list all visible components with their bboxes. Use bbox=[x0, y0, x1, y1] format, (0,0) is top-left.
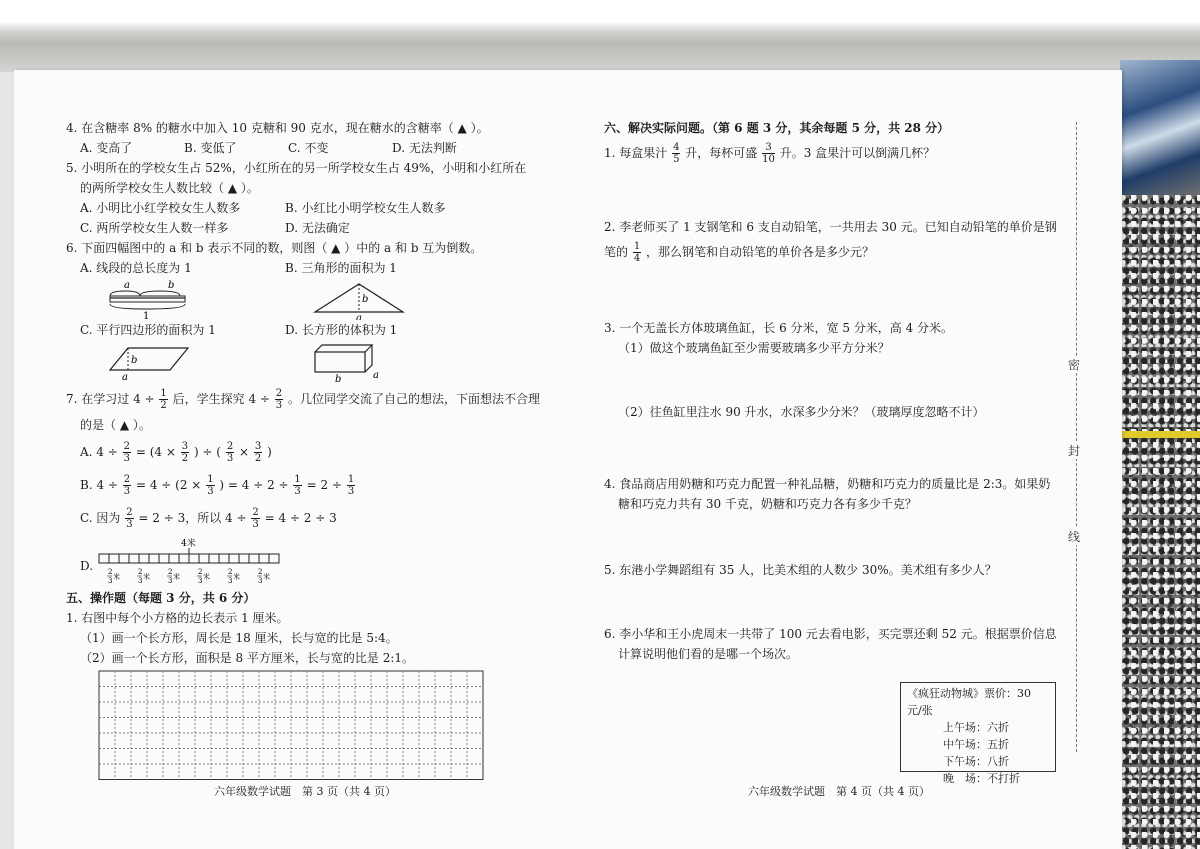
svg-text:2: 2 bbox=[168, 568, 173, 576]
scan-background-fabric bbox=[1120, 60, 1200, 195]
parallelogram-figure bbox=[80, 340, 285, 382]
q7-stem-2: 的是（ ▲ ）。 bbox=[80, 418, 151, 432]
frac-n: 3 bbox=[762, 142, 775, 154]
svg-text:3: 3 bbox=[198, 577, 203, 585]
r-q2-part2: ，那么钢笔和自动铅笔的单价各是多少元？ bbox=[646, 245, 875, 259]
binding-mark-xian: 线 bbox=[1068, 530, 1081, 544]
q7-d-prefix: D. bbox=[80, 559, 94, 573]
frac-one-third bbox=[206, 474, 214, 497]
frac-two-thirds bbox=[123, 441, 131, 464]
q4-option-c: C. 不变 bbox=[288, 141, 329, 155]
frac-d: 4 bbox=[633, 253, 641, 264]
q7-a-part3: × bbox=[239, 445, 250, 459]
r-q2-line1: 2. 李老师买了 1 支钢笔和 6 支自动铅笔，一共用去 30 元。已知自动铅笔的单价是钢 bbox=[604, 220, 1057, 234]
tape-diagram bbox=[93, 536, 303, 586]
frac-one-third bbox=[347, 474, 355, 497]
frac-two-thirds bbox=[226, 441, 234, 464]
frac-d: 10 bbox=[762, 154, 775, 165]
r-q2-part1: 笔的 bbox=[604, 245, 629, 259]
svg-text:2: 2 bbox=[198, 568, 203, 576]
r-q3-sub2: （2）往鱼缸里注水 90 升水，水深多少分米？（玻璃厚度忽略不计） bbox=[618, 405, 985, 419]
q7-option-c bbox=[66, 507, 546, 530]
q5-option-a: A. 小明比小红学校女生人数多 bbox=[80, 201, 241, 215]
q7-option-b bbox=[66, 474, 546, 497]
svg-text:米: 米 bbox=[143, 573, 151, 581]
segment-label-b: b bbox=[168, 280, 175, 291]
tape-segment-label bbox=[167, 568, 180, 585]
q5-option-b: B. 小红比小明学校女生人数多 bbox=[285, 201, 446, 215]
price-row: 下午场：八折 bbox=[943, 755, 1009, 768]
binding-line bbox=[1076, 122, 1077, 752]
q4-option-d: D. 无法判断 bbox=[392, 141, 457, 155]
tape-segment-label bbox=[197, 568, 210, 585]
q7-option-a bbox=[66, 441, 546, 464]
frac-three-halves bbox=[254, 441, 262, 464]
frac-n: 3 bbox=[181, 441, 189, 452]
frac-d: 3 bbox=[226, 453, 234, 464]
svg-text:米: 米 bbox=[203, 573, 211, 581]
q5-stem-2: 的两所学校女生人数比较（ ▲ ）。 bbox=[80, 181, 259, 195]
q7-c-part1: = 2 ÷ 3，所以 4 ÷ bbox=[138, 511, 247, 525]
q5-options-row1 bbox=[66, 198, 546, 218]
section5-q1: 1. 右图中每个小方格的边长表示 1 厘米。 bbox=[66, 611, 289, 625]
svg-text:2: 2 bbox=[108, 568, 113, 576]
r-q1-part1: 1. 每盒果汁 bbox=[604, 146, 668, 160]
frac-n: 2 bbox=[226, 441, 234, 452]
frac-one-fourth bbox=[633, 241, 641, 264]
q7-a-part2: ) ÷ ( bbox=[193, 445, 221, 459]
tape-segment-label bbox=[227, 568, 240, 585]
cuboid-label-b: b bbox=[335, 374, 342, 382]
r-q1 bbox=[604, 142, 1074, 165]
frac-n: 2 bbox=[123, 474, 131, 485]
q7-b-prefix: B. 4 ÷ bbox=[80, 478, 118, 492]
frac-d: 5 bbox=[673, 154, 680, 165]
frac-n: 1 bbox=[347, 474, 355, 485]
q5-stem-1: 5. 小明所在的学校女生占 52%，小红所在的另一所学校女生占 49%，小明和小红所在 bbox=[66, 161, 527, 175]
frac-n: 2 bbox=[126, 507, 133, 518]
r-q5: 5. 东港小学舞蹈组有 35 人，比美术组的人数少 30%。美术组有多少人？ bbox=[604, 563, 997, 577]
svg-text:2: 2 bbox=[138, 568, 143, 576]
tape-segment-label bbox=[107, 568, 120, 585]
r-q3-sub1: （1）做这个玻璃鱼缸至少需要玻璃多少平方分米？ bbox=[618, 341, 890, 355]
q4-options bbox=[66, 138, 546, 158]
frac-half-d: 2 bbox=[160, 400, 167, 411]
frac-d: 3 bbox=[275, 400, 283, 411]
q7-b-part1: = 4 ÷ (2 × bbox=[135, 478, 202, 492]
r-q4-line1: 4. 食品商店用奶糖和巧克力配置一种礼品糖，奶糖和巧克力的质量比是 2:3。如果奶 bbox=[604, 477, 1051, 491]
cuboid-label-a: a bbox=[373, 370, 379, 381]
r-q4-line2: 糖和巧克力共有 30 千克，奶糖和巧克力各有多少千克？ bbox=[618, 497, 917, 511]
triangle-figure bbox=[285, 278, 490, 320]
q7-c-prefix: C. 因为 bbox=[80, 511, 121, 525]
q6-option-b: B. 三角形的面积为 1 bbox=[285, 261, 397, 275]
frac-d: 2 bbox=[254, 453, 262, 464]
tape-total-label: 4米 bbox=[181, 539, 196, 549]
section5-title: 五、操作题（每题 3 分，共 6 分） bbox=[66, 591, 256, 605]
frac-d: 3 bbox=[207, 486, 214, 497]
svg-text:3: 3 bbox=[228, 577, 233, 585]
q5-options-row2 bbox=[66, 218, 546, 238]
q6-stem: 6. 下面四幅图中的 a 和 b 表示不同的数，则图（ ▲ ）中的 a 和 b 互为倒数。 bbox=[66, 241, 483, 255]
frac-d: 3 bbox=[123, 453, 131, 464]
yellow-tape bbox=[1120, 431, 1200, 438]
q7-a-part1: = (4 × bbox=[135, 445, 176, 459]
right-footer: 六年级数学试题 第 4 页（共 4 页） bbox=[748, 785, 930, 798]
frac-d: 3 bbox=[126, 519, 133, 530]
price-box-title: 《疯狂动物城》票价：30 元/张 bbox=[907, 687, 1031, 717]
q7-a-part4: ) bbox=[267, 445, 272, 459]
frac-two-thirds bbox=[125, 507, 133, 530]
svg-text:3: 3 bbox=[108, 577, 113, 585]
frac-two-thirds bbox=[123, 474, 131, 497]
q7-stem-1 bbox=[66, 388, 546, 411]
segment-label-a: a bbox=[124, 280, 130, 291]
svg-text:米: 米 bbox=[113, 573, 121, 581]
q7-stem-part1: 7. 在学习过 4 ÷ bbox=[66, 392, 155, 406]
q7-option-d bbox=[66, 536, 546, 586]
frac-one-third bbox=[293, 474, 301, 497]
q4-option-b: B. 变低了 bbox=[184, 141, 237, 155]
q7-c-part2: = 4 ÷ 2 ÷ 3 bbox=[264, 511, 337, 525]
frac-half-n: 1 bbox=[160, 388, 167, 399]
section5-sub2: （2）画一个长方形，面积是 8 平方厘米，长与宽的比是 2:1。 bbox=[80, 651, 415, 665]
frac-d: 3 bbox=[347, 486, 355, 497]
frac-d: 3 bbox=[252, 519, 259, 530]
svg-text:米: 米 bbox=[263, 573, 271, 581]
price-row: 晚 场：不打折 bbox=[943, 772, 1020, 785]
q6-option-a: A. 线段的总长度为 1 bbox=[80, 261, 192, 275]
left-footer: 六年级数学试题 第 3 页（共 4 页） bbox=[214, 785, 396, 798]
frac-n: 2 bbox=[275, 388, 283, 399]
frac-half bbox=[159, 388, 167, 411]
frac-three-halves bbox=[181, 441, 189, 464]
frac-n: 1 bbox=[633, 241, 641, 252]
q6-option-c: C. 平行四边形的面积为 1 bbox=[80, 323, 216, 337]
binding-mark-mi: 密 bbox=[1068, 358, 1081, 372]
frac-n: 1 bbox=[207, 474, 214, 485]
frac-n: 4 bbox=[673, 142, 680, 153]
svg-text:2: 2 bbox=[228, 568, 233, 576]
svg-text:米: 米 bbox=[173, 573, 181, 581]
svg-text:3: 3 bbox=[138, 577, 143, 585]
binding-mark-feng: 封 bbox=[1068, 444, 1081, 458]
svg-text:3: 3 bbox=[258, 577, 263, 585]
right-page bbox=[604, 118, 1074, 664]
frac-d: 3 bbox=[294, 486, 301, 497]
price-row: 上午场：六折 bbox=[943, 721, 1009, 734]
q7-stem-part2: 后，学生探究 4 ÷ bbox=[172, 392, 270, 406]
q6-options-row1 bbox=[66, 258, 546, 278]
svg-text:3: 3 bbox=[168, 577, 173, 585]
q7-b-part2: ) = 4 ÷ 2 ÷ bbox=[219, 478, 289, 492]
tape-segment-label bbox=[137, 568, 150, 585]
svg-text:2: 2 bbox=[258, 568, 263, 576]
parallelogram-label-b: b bbox=[131, 355, 138, 366]
ticket-price-box bbox=[900, 682, 1056, 785]
square-grid[interactable] bbox=[98, 670, 498, 782]
frac-two-thirds bbox=[251, 507, 259, 530]
q5-option-d: D. 无法确定 bbox=[285, 221, 350, 235]
r-q6-line2: 计算说明他们看的是哪一个场次。 bbox=[618, 647, 799, 661]
triangle-label-a: a bbox=[356, 313, 362, 320]
q7-b-part3: = 2 ÷ bbox=[306, 478, 342, 492]
cuboid-figure bbox=[285, 340, 490, 382]
frac-four-fifths bbox=[672, 142, 680, 165]
q6-option-d: D. 长方形的体积为 1 bbox=[285, 323, 398, 337]
section6-title: 六、解决实际问题。（第 6 题 3 分，其余每题 5 分，共 28 分） bbox=[604, 121, 950, 135]
frac-n: 1 bbox=[294, 474, 301, 485]
q6-options-row2 bbox=[66, 320, 546, 340]
q4-stem: 4. 在含糖率 8% 的糖水中加入 10 克糖和 90 克水，现在糖水的含糖率（ ▲ ）。 bbox=[66, 121, 489, 135]
frac-d: 3 bbox=[123, 486, 131, 497]
frac-d: 2 bbox=[181, 453, 189, 464]
q6-figures-row1 bbox=[66, 278, 546, 320]
r-q6-line1: 6. 李小华和王小虎周末一共带了 100 元去看电影，买完票还剩 52 元。根据票价信息 bbox=[604, 627, 1057, 641]
r-q2-line2 bbox=[604, 241, 1074, 264]
r-q1-part3: 升。3 盒果汁可以倒满几杯？ bbox=[779, 146, 936, 160]
frac-two-thirds bbox=[275, 388, 283, 411]
section5-sub1: （1）画一个长方形，周长是 18 厘米，长与宽的比是 5:4。 bbox=[80, 631, 398, 645]
frac-three-tenths bbox=[762, 142, 775, 165]
svg-text:米: 米 bbox=[233, 573, 241, 581]
scan-background-gravel bbox=[1120, 195, 1200, 849]
left-page bbox=[66, 118, 546, 782]
q7-stem-part3: 。几位同学交流了自己的想法，下面想法不合理 bbox=[287, 392, 540, 406]
frac-n: 2 bbox=[123, 441, 131, 452]
frac-n: 2 bbox=[252, 507, 259, 518]
tape-segment-label bbox=[257, 568, 270, 585]
r-q1-part2: 升，每杯可盛 bbox=[685, 146, 758, 160]
q7-a-prefix: A. 4 ÷ bbox=[80, 445, 118, 459]
q4-option-a: A. 变高了 bbox=[80, 141, 133, 155]
parallelogram-label-a: a bbox=[122, 372, 128, 382]
segment-figure bbox=[80, 278, 285, 320]
r-q3-stem: 3. 一个无盖长方体玻璃鱼缸，长 6 分米，宽 5 分米，高 4 分米。 bbox=[604, 321, 954, 335]
frac-n: 3 bbox=[254, 441, 262, 452]
triangle-label-b: b bbox=[362, 294, 369, 305]
segment-label-one: 1 bbox=[143, 311, 150, 320]
q6-figures-row2 bbox=[66, 340, 546, 382]
scan-background-top bbox=[0, 0, 1200, 72]
price-row: 中午场：五折 bbox=[943, 738, 1009, 751]
q5-option-c: C. 两所学校女生人数一样多 bbox=[80, 221, 229, 235]
